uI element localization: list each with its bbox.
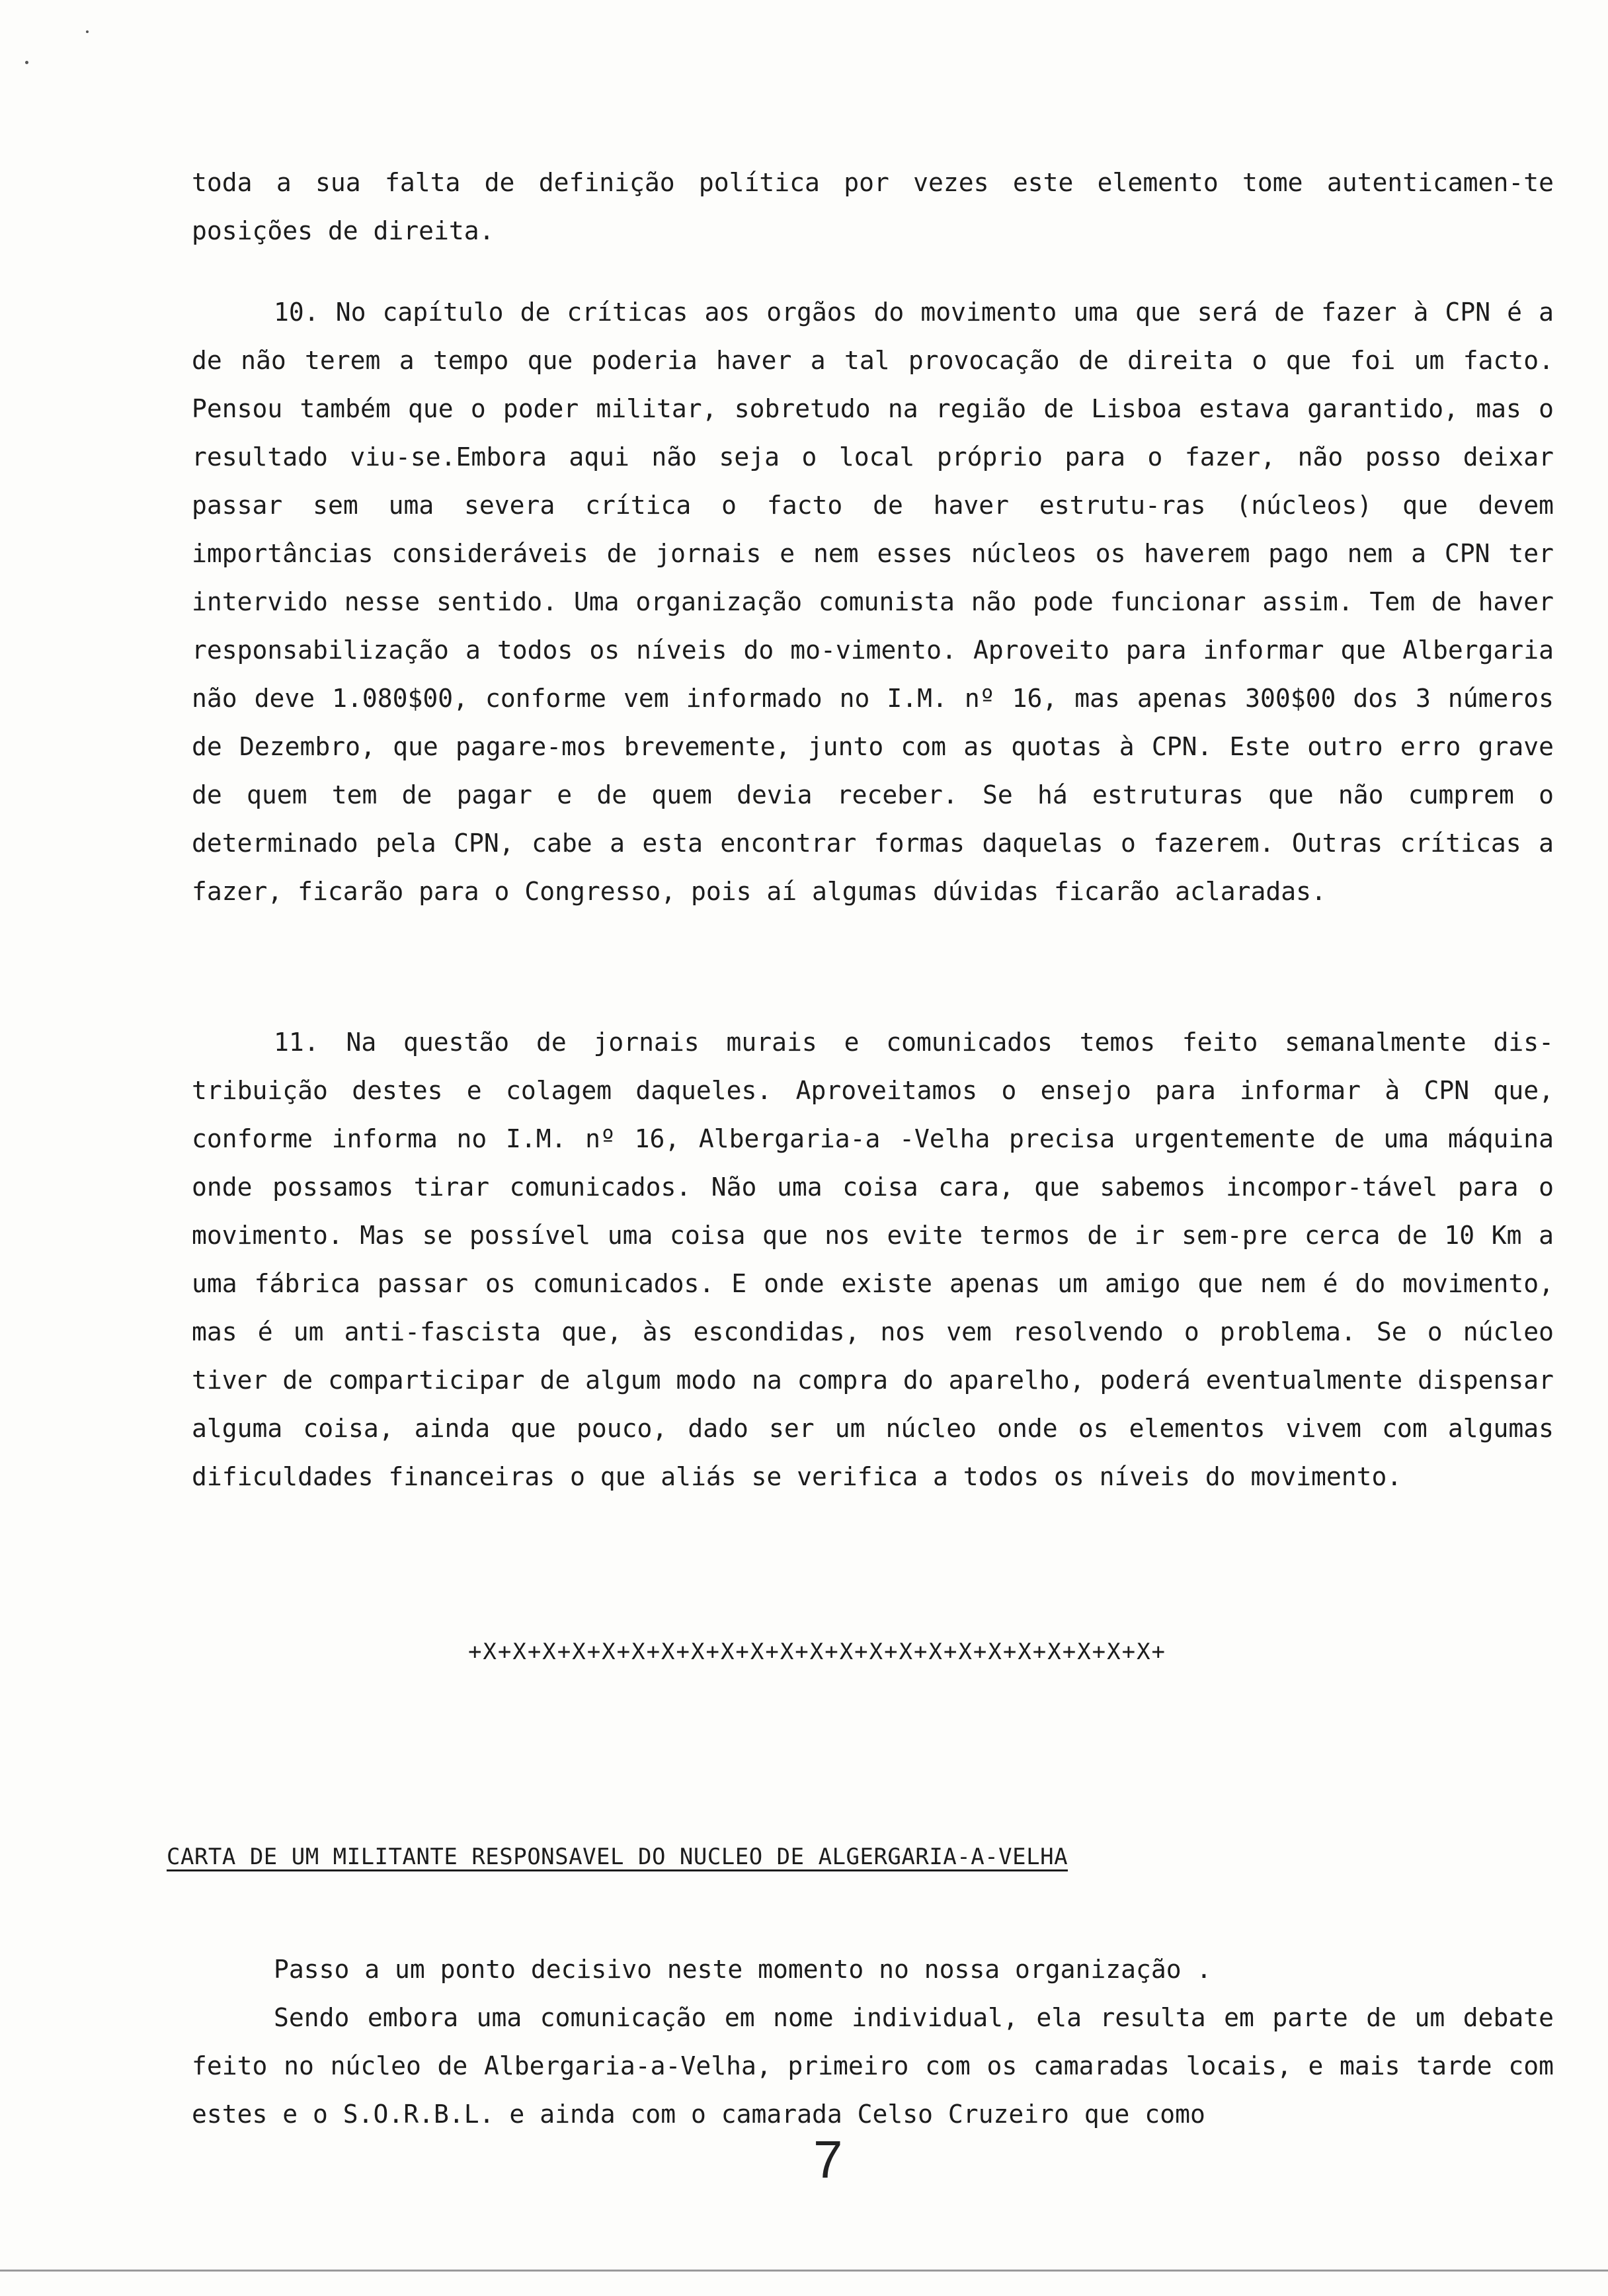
scan-speck bbox=[25, 61, 28, 64]
section-separator: +X+X+X+X+X+X+X+X+X+X+X+X+X+X+X+X+X+X+X+X+X+X+X+ bbox=[467, 1639, 1167, 1665]
paragraph-11: 11. Na questão de jornais murais e comunicados temos feito semanalmente dis-tribuição destes e colagem daqueles. Aproveitamos o ensejo para informar à CPN que, conforme informa no I.M. nº 16, Albergaria-a -Velha precisa urgentemente de uma máquina onde possamos tirar comunicados. Não uma coisa cara, que sabemos incompor-tável para o movimento. Mas se possível uma coisa que nos evite termos de ir sem-pre cerca de 10 Km a uma fábrica passar os comunicados. E onde existe apenas um amigo que nem é do movimento, mas é um anti-fascista que, às escondidas, nos vem resolvendo o problema. Se o núcleo tiver de comparticipar de algum modo na compra do aparelho, poderá eventualmente dispensar alguma coisa, ainda que pouco, dado ser um núcleo onde os elementos vivem com algumas dificuldades financeiras o que aliás se verifica a todos os níveis do movimento. bbox=[192, 1028, 1554, 1491]
letter-heading: CARTA DE UM MILITANTE RESPONSAVEL DO NUCLEO DE ALGERGARIA-A-VELHA bbox=[167, 1844, 1068, 1870]
letter-paragraph-1: Passo a um ponto decisivo neste momento no nossa organização . bbox=[274, 1955, 1212, 1984]
letter-paragraph-2: Sendo embora uma comunicação em nome individual, ela resulta em parte de um debate feito no núcleo de Albergaria-a-Velha, primeiro com os camaradas locais, e mais tarde com estes e o S.O.R.B.L. e ainda com o camarada Celso Cruzeiro que como bbox=[192, 2003, 1554, 2129]
continuation-paragraph: toda a sua falta de definição política por vezes este elemento tome autenticamen-te posições de direita. bbox=[192, 168, 1554, 245]
paragraph-10: 10. No capítulo de críticas aos orgãos do movimento uma que será de fazer à CPN é a de não terem a tempo que poderia haver a tal provocação de direita o que foi um facto. Pensou também que o poder militar, sobretudo na região de Lisboa estava garantido, mas o resultado viu-se.Embora aqui não seja o local próprio para o fazer, não posso deixar passar sem uma severa crítica o facto de haver estrutu-ras (núcleos) que devem importâncias consideráveis de jornais e nem esses núcleos os haverem pago nem a CPN ter intervido nesse sentido. Uma organização comunista não pode funcionar assim. Tem de haver responsabilização a todos os níveis do mo-vimento. Aproveito para informar que Albergaria não deve 1.080$00, conforme vem informado no I.M. nº 16, mas apenas 300$00 dos 3 números de Dezembro, que pagare-mos brevemente, junto com as quotas à CPN. Este outro erro grave de quem tem de pagar e de quem devia receber. Se há estruturas que não cumprem o determinado pela CPN, cabe a esta encontrar formas daquelas o fazerem. Outras críticas a fazer, ficarão para o Congresso, pois aí algumas dúvidas ficarão aclaradas. bbox=[192, 298, 1554, 906]
page-number: 7 bbox=[813, 2130, 843, 2189]
scan-edge-line bbox=[0, 2270, 1608, 2272]
scan-speck bbox=[86, 30, 89, 33]
